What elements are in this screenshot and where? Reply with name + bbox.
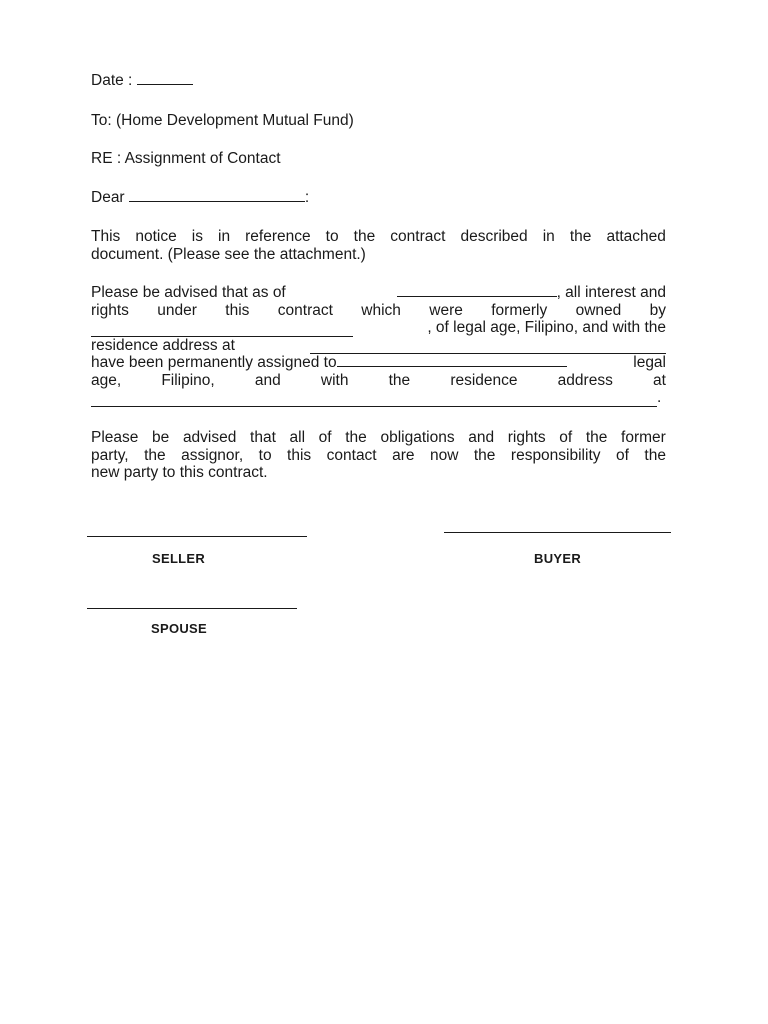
advised-l5-tail: legal xyxy=(633,354,666,371)
obligations-line-1 xyxy=(91,429,666,447)
effective-date-blank xyxy=(397,296,557,297)
word: be xyxy=(152,429,170,446)
seller-label: SELLER xyxy=(152,551,206,566)
notice-paragraph xyxy=(91,228,666,263)
advised-l1-text: Please be advised that as of xyxy=(91,284,286,301)
word: to xyxy=(325,228,339,245)
word: the xyxy=(388,371,411,389)
word: rights xyxy=(91,301,129,319)
word: contract xyxy=(390,228,446,245)
date-line xyxy=(91,72,193,90)
word: and xyxy=(254,371,281,389)
assignee-address-blank xyxy=(91,389,657,407)
advised-paragraph xyxy=(91,284,666,407)
advised-l4-text: residence address at xyxy=(91,336,235,354)
advised-line-2 xyxy=(91,302,666,320)
notice-line-1 xyxy=(91,228,666,246)
advised-l5-text: have been permanently assigned to xyxy=(91,354,337,371)
seller-signature-line xyxy=(87,536,307,537)
word: the xyxy=(473,446,496,464)
advised-line-1 xyxy=(91,284,666,302)
word: under xyxy=(157,301,197,319)
spouse-signature-line xyxy=(87,608,297,609)
word: advised xyxy=(182,429,237,446)
obligations-line-3: new party to this contract. xyxy=(91,464,268,481)
word: owned xyxy=(575,301,622,319)
advised-line-7 xyxy=(91,389,666,407)
word: responsibility xyxy=(510,446,601,464)
word: with xyxy=(320,371,349,389)
word: by xyxy=(649,301,666,319)
recipient-line: To: (Home Development Mutual Fund) xyxy=(91,112,354,129)
assignor-address-blank xyxy=(310,337,666,355)
word: formerly xyxy=(491,301,548,319)
advised-line-3 xyxy=(91,319,666,337)
dear-label: Dear xyxy=(91,189,125,206)
word: the xyxy=(345,429,367,446)
obligations-line-2 xyxy=(91,447,666,465)
date-blank xyxy=(137,84,193,85)
buyer-label: BUYER xyxy=(534,551,582,566)
advised-line-6 xyxy=(91,372,666,390)
word: all xyxy=(289,429,306,446)
word: This xyxy=(91,228,121,245)
word: the xyxy=(569,228,592,245)
word: are xyxy=(392,446,415,464)
word: residence xyxy=(450,371,518,389)
word: party, xyxy=(91,446,129,464)
word: obligations xyxy=(380,429,455,446)
date-label: Date : xyxy=(91,72,133,89)
word: to xyxy=(258,446,272,464)
advised-line-5 xyxy=(91,354,666,372)
assignee-name-blank xyxy=(337,366,567,367)
word: this xyxy=(287,446,312,464)
word: contract xyxy=(277,301,333,319)
word: and xyxy=(468,429,495,446)
advised-l3-text: , of legal age, Filipino, and with the xyxy=(427,319,666,336)
word: of xyxy=(318,429,332,446)
word: described xyxy=(460,228,528,245)
word: Filipino, xyxy=(161,371,215,389)
word: age, xyxy=(91,371,122,389)
word: that xyxy=(250,429,276,446)
word: were xyxy=(429,301,463,319)
assignor-name-blank xyxy=(91,319,353,337)
word: contact xyxy=(326,446,377,464)
word: in xyxy=(218,228,231,245)
word: the xyxy=(144,446,166,464)
spouse-label: SPOUSE xyxy=(151,621,207,636)
buyer-signature-line xyxy=(444,532,671,533)
word: notice xyxy=(135,228,177,245)
word: now xyxy=(429,446,459,464)
word: assignor, xyxy=(181,446,244,464)
word: the xyxy=(585,429,608,446)
word: reference xyxy=(245,228,311,245)
subject-line: RE : Assignment of Contact xyxy=(91,150,281,167)
advised-l7-end: . xyxy=(657,389,662,406)
word: of xyxy=(615,446,629,464)
addressee-blank xyxy=(129,201,305,202)
word: this xyxy=(225,301,250,319)
word: in xyxy=(542,228,555,245)
word: which xyxy=(361,301,401,319)
word: Please xyxy=(91,429,139,446)
salutation-line xyxy=(91,189,309,207)
obligations-paragraph xyxy=(91,429,666,482)
word: at xyxy=(652,371,666,389)
salutation-colon: : xyxy=(304,189,310,206)
word: of xyxy=(559,429,573,446)
advised-l1-tail: , all interest and xyxy=(556,284,666,301)
word: rights xyxy=(507,429,546,446)
word: is xyxy=(191,228,203,245)
word: the xyxy=(644,446,666,464)
word: address xyxy=(557,371,613,389)
advised-line-4 xyxy=(91,337,666,355)
word: former xyxy=(621,429,666,446)
word: attached xyxy=(606,228,666,245)
notice-line-2: document. (Please see the attachment.) xyxy=(91,245,366,263)
word: the xyxy=(353,228,376,245)
